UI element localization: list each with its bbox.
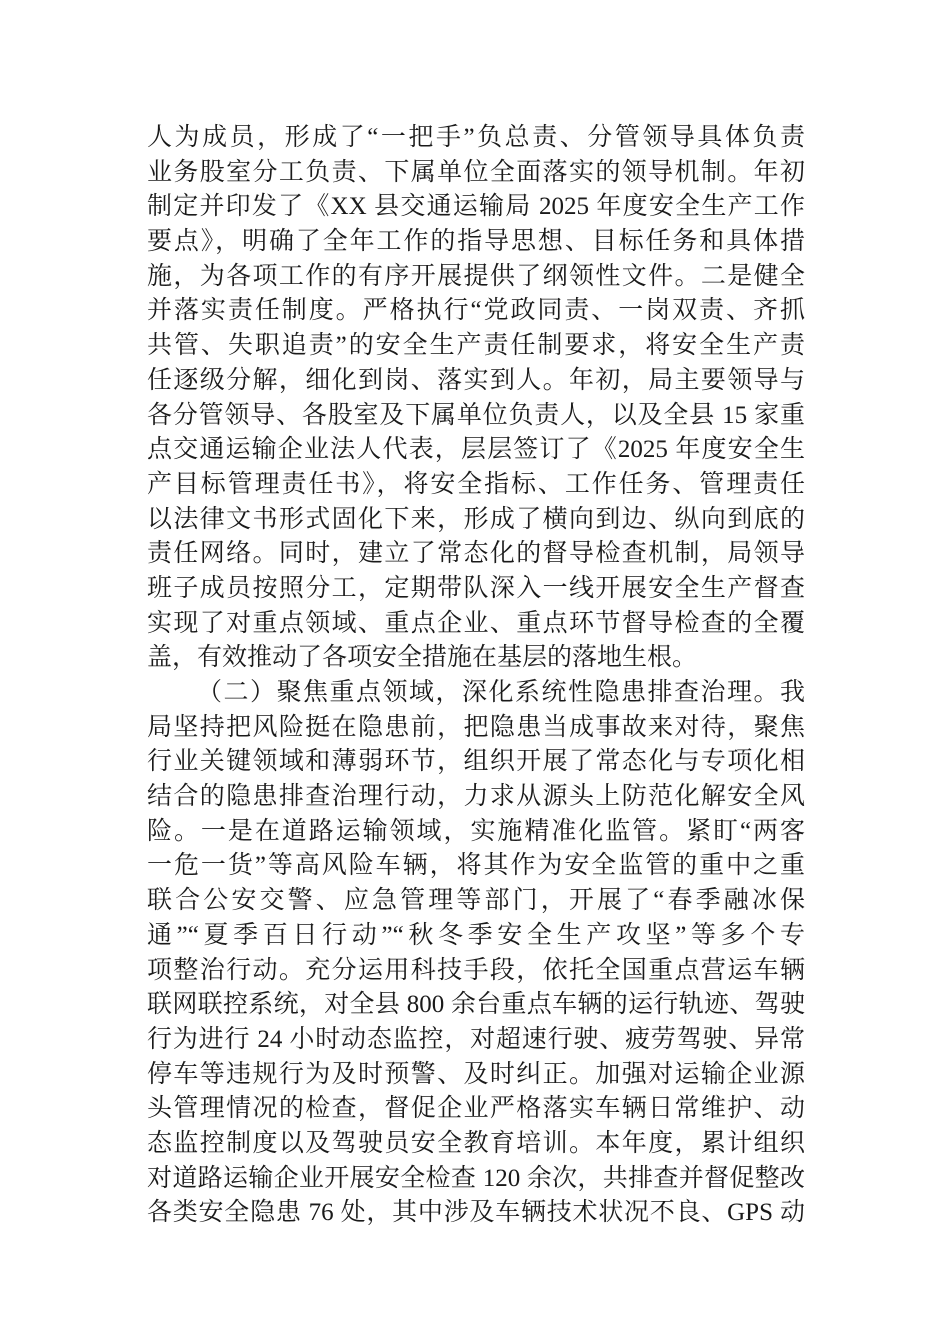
text-line: 联合公安交警、应急管理等部门，开展了“春季融冰保 [147,887,805,915]
text-line: 行业关键领域和薄弱环节，组织开展了常态化与专项化相 [147,748,805,776]
text-line: 各类安全隐患 76 处，其中涉及车辆技术状况不良、GPS 动 [147,1199,805,1227]
document-text-block [147,121,805,1231]
text-line: 险。一是在道路运输领域，实施精准化监管。紧盯“两客 [147,817,805,845]
text-line: 项整治行动。充分运用科技手段，依托全国重点营运车辆 [147,956,805,984]
text-line: 责任网络。同时，建立了常态化的督导检查机制，局领导 [147,540,805,568]
text-line: 结合的隐患排查治理行动，力求从源头上防范化解安全风 [147,783,805,811]
text-line: 以法律文书形式固化下来，形成了横向到边、纵向到底的 [147,505,805,533]
text-line: 态监控制度以及驾驶员安全教育培训。本年度，累计组织 [147,1129,805,1157]
text-line: 共管、失职追责”的安全生产责任制要求，将安全生产责 [147,332,805,360]
text-line-paragraph-end: 盖，有效推动了各项安全措施在基层的落地生根。 [147,644,698,672]
text-line: 通”“夏季百日行动”“秋冬季安全生产攻坚”等多个专 [147,921,805,949]
text-line: 班子成员按照分工，定期带队深入一线开展安全生产督查 [147,574,805,602]
text-line-section-heading: （二）聚焦重点领域，深化系统性隐患排查治理。我 [197,679,805,706]
text-line: 头管理情况的检查，督促企业严格落实车辆日常维护、动 [147,1095,805,1123]
text-line: 各分管领导、各股室及下属单位负责人，以及全县 15 家重 [147,401,805,429]
text-line: 要点》，明确了全年工作的指导思想、目标任务和具体措 [147,228,805,256]
text-line: 产目标管理责任书》，将安全指标、工作任务、管理责任 [147,470,805,498]
text-line: 任逐级分解，细化到岗、落实到人。年初，局主要领导与 [147,366,805,394]
text-line: 人为成员，形成了“一把手”负总责、分管领导具体负责 [147,124,805,151]
text-line: 制定并印发了《XX 县交通运输局 2025 年度安全生产工作 [147,193,805,221]
text-line: 对道路运输企业开展安全检查 120 余次，共排查并督促整改 [147,1164,805,1192]
text-line: 业务股室分工负责、下属单位全面落实的领导机制。年初 [147,158,805,186]
text-line: 一危一货”等高风险车辆，将其作为安全监管的重中之重 [147,852,805,880]
text-line: 停车等违规行为及时预警、及时纠正。加强对运输企业源 [147,1060,805,1088]
text-line: 施，为各项工作的有序开展提供了纲领性文件。二是健全 [147,262,805,290]
text-line: 行为进行 24 小时动态监控，对超速行驶、疲劳驾驶、异常 [147,1025,805,1053]
text-line: 并落实责任制度。严格执行“党政同责、一岗双责、齐抓 [147,297,805,325]
text-line: 局坚持把风险挺在隐患前，把隐患当成事故来对待，聚焦 [147,713,805,741]
text-line: 联网联控系统，对全县 800 余台重点车辆的运行轨迹、驾驶 [147,991,805,1019]
text-line: 点交通运输企业法人代表，层层签订了《2025 年度安全生 [147,436,805,464]
text-line: 实现了对重点领域、重点企业、重点环节督导检查的全覆 [147,609,805,637]
